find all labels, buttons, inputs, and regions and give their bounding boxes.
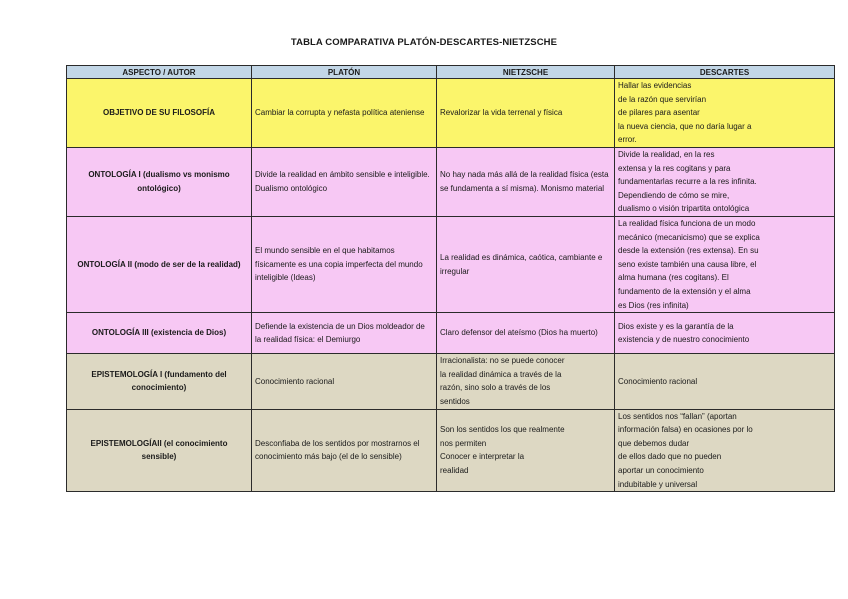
descartes-line: Dios existe y es la garantía de la xyxy=(618,321,734,331)
table-row xyxy=(67,354,835,409)
nietzsche-cell: Claro defensor del ateísmo (Dios ha muerto) xyxy=(437,313,615,354)
aspect-cell: ONTOLOGÍA I (dualismo vs monismo ontológico) xyxy=(67,148,252,217)
aspect-cell: ONTOLOGÍA II (modo de ser de la realidad) xyxy=(67,217,252,313)
header-nietzsche: NIETZSCHE xyxy=(437,66,615,79)
nietzsche-line: realidad xyxy=(440,465,469,475)
aspect-cell: EPISTEMOLOGÍAII (el conocimiento sensible) xyxy=(67,409,252,492)
descartes-line: de pilares para asentar xyxy=(618,108,700,118)
nietzsche-line: Irracionalista: no se puede conocer xyxy=(440,356,565,366)
header-descartes: DESCARTES xyxy=(615,66,835,79)
platon-cell: Divide la realidad en ámbito sensible e inteligible. Dualismo ontológico xyxy=(252,148,437,217)
descartes-line: error. xyxy=(618,135,637,145)
descartes-line: seno existe también una causa libre, el xyxy=(618,259,757,269)
descartes-line: alma humana (res cogitans). El xyxy=(618,273,729,283)
platon-cell: El mundo sensible en el que habitamos físicamente es una copia imperfecta del mundo inteligible (Ideas) xyxy=(252,217,437,313)
nietzsche-line: nos permiten xyxy=(440,438,487,448)
aspect-cell: ONTOLOGÍA III (existencia de Dios) xyxy=(67,313,252,354)
descartes-cell xyxy=(615,354,835,409)
table-row xyxy=(67,79,835,148)
descartes-line: Los sentidos nos “fallan” (aportan xyxy=(618,411,737,421)
descartes-cell xyxy=(615,79,835,148)
table-header-row xyxy=(67,66,835,79)
descartes-line: de ellos dado que no pueden xyxy=(618,452,722,462)
descartes-line: desde la extensión (res extensa). En su xyxy=(618,246,759,256)
table-row xyxy=(67,409,835,492)
descartes-line: de la razón que servirían xyxy=(618,94,707,104)
descartes-cell xyxy=(615,409,835,492)
nietzsche-cell: Revalorizar la vida terrenal y física xyxy=(437,79,615,148)
descartes-cell xyxy=(615,313,835,354)
descartes-cell xyxy=(615,148,835,217)
platon-cell: Desconfiaba de los sentidos por mostrarnos el conocimiento más bajo (el de lo sensible) xyxy=(252,409,437,492)
nietzsche-cell xyxy=(437,354,615,409)
descartes-line: indubitable y universal xyxy=(618,479,698,489)
descartes-line: existencia y de nuestro conocimiento xyxy=(618,335,750,345)
aspect-cell: EPISTEMOLOGÍA I (fundamento del conocimiento) xyxy=(67,354,252,409)
descartes-line: mecánico (mecanicismo) que se explica xyxy=(618,232,760,242)
table-row xyxy=(67,217,835,313)
descartes-line: dualismo o visión tripartita ontológica xyxy=(618,204,750,214)
descartes-line: es Dios (res infinita) xyxy=(618,300,689,310)
descartes-line: La realidad física funciona de un modo xyxy=(618,219,756,228)
descartes-line: aportar un conocimiento xyxy=(618,465,704,475)
descartes-line: Hallar las evidencias xyxy=(618,81,692,91)
descartes-line: Conocimiento racional xyxy=(618,376,698,386)
descartes-cell xyxy=(615,217,835,313)
platon-cell: Conocimiento racional xyxy=(252,354,437,409)
header-aspecto: ASPECTO / AUTOR xyxy=(67,66,252,79)
descartes-line: fundamento de la extensión y el alma xyxy=(618,286,751,296)
nietzsche-line: la realidad dinámica a través de la xyxy=(440,369,562,379)
nietzsche-line: razón, sino solo a través de los xyxy=(440,383,551,393)
aspect-cell: OBJETIVO DE SU FILOSOFÍA xyxy=(67,79,252,148)
descartes-line: fundamentarlas recurre a la res infinita. xyxy=(618,177,757,187)
nietzsche-line: Conocer e interpretar la xyxy=(440,452,525,462)
nietzsche-cell: No hay nada más allá de la realidad física (esta se fundamenta a sí misma). Monismo material xyxy=(437,148,615,217)
descartes-line: Dependiendo de cómo se mire, xyxy=(618,190,730,200)
table-row xyxy=(67,313,835,354)
nietzsche-cell xyxy=(437,409,615,492)
platon-cell: Cambiar la corrupta y nefasta política ateniense xyxy=(252,79,437,148)
nietzsche-cell: La realidad es dinámica, caótica, cambiante e irregular xyxy=(437,217,615,313)
nietzsche-line: sentidos xyxy=(440,396,470,406)
descartes-line: extensa y la res cogitans y para xyxy=(618,163,731,173)
descartes-line: Divide la realidad, en la res xyxy=(618,150,715,160)
header-platon: PLATÓN xyxy=(252,66,437,79)
comparison-table xyxy=(66,65,835,492)
descartes-line: la nueva ciencia, que no daría lugar a xyxy=(618,121,752,131)
descartes-line: que debemos dudar xyxy=(618,438,690,448)
table-row xyxy=(67,148,835,217)
descartes-line: información falsa) en ocasiones por lo xyxy=(618,425,753,435)
document-title: TABLA COMPARATIVA PLATÓN-DESCARTES-NIETZSCHE xyxy=(290,37,558,48)
nietzsche-line: Son los sentidos los que realmente xyxy=(440,425,565,435)
platon-cell: Defiende la existencia de un Dios moldeador de la realidad física: el Demiurgo xyxy=(252,313,437,354)
